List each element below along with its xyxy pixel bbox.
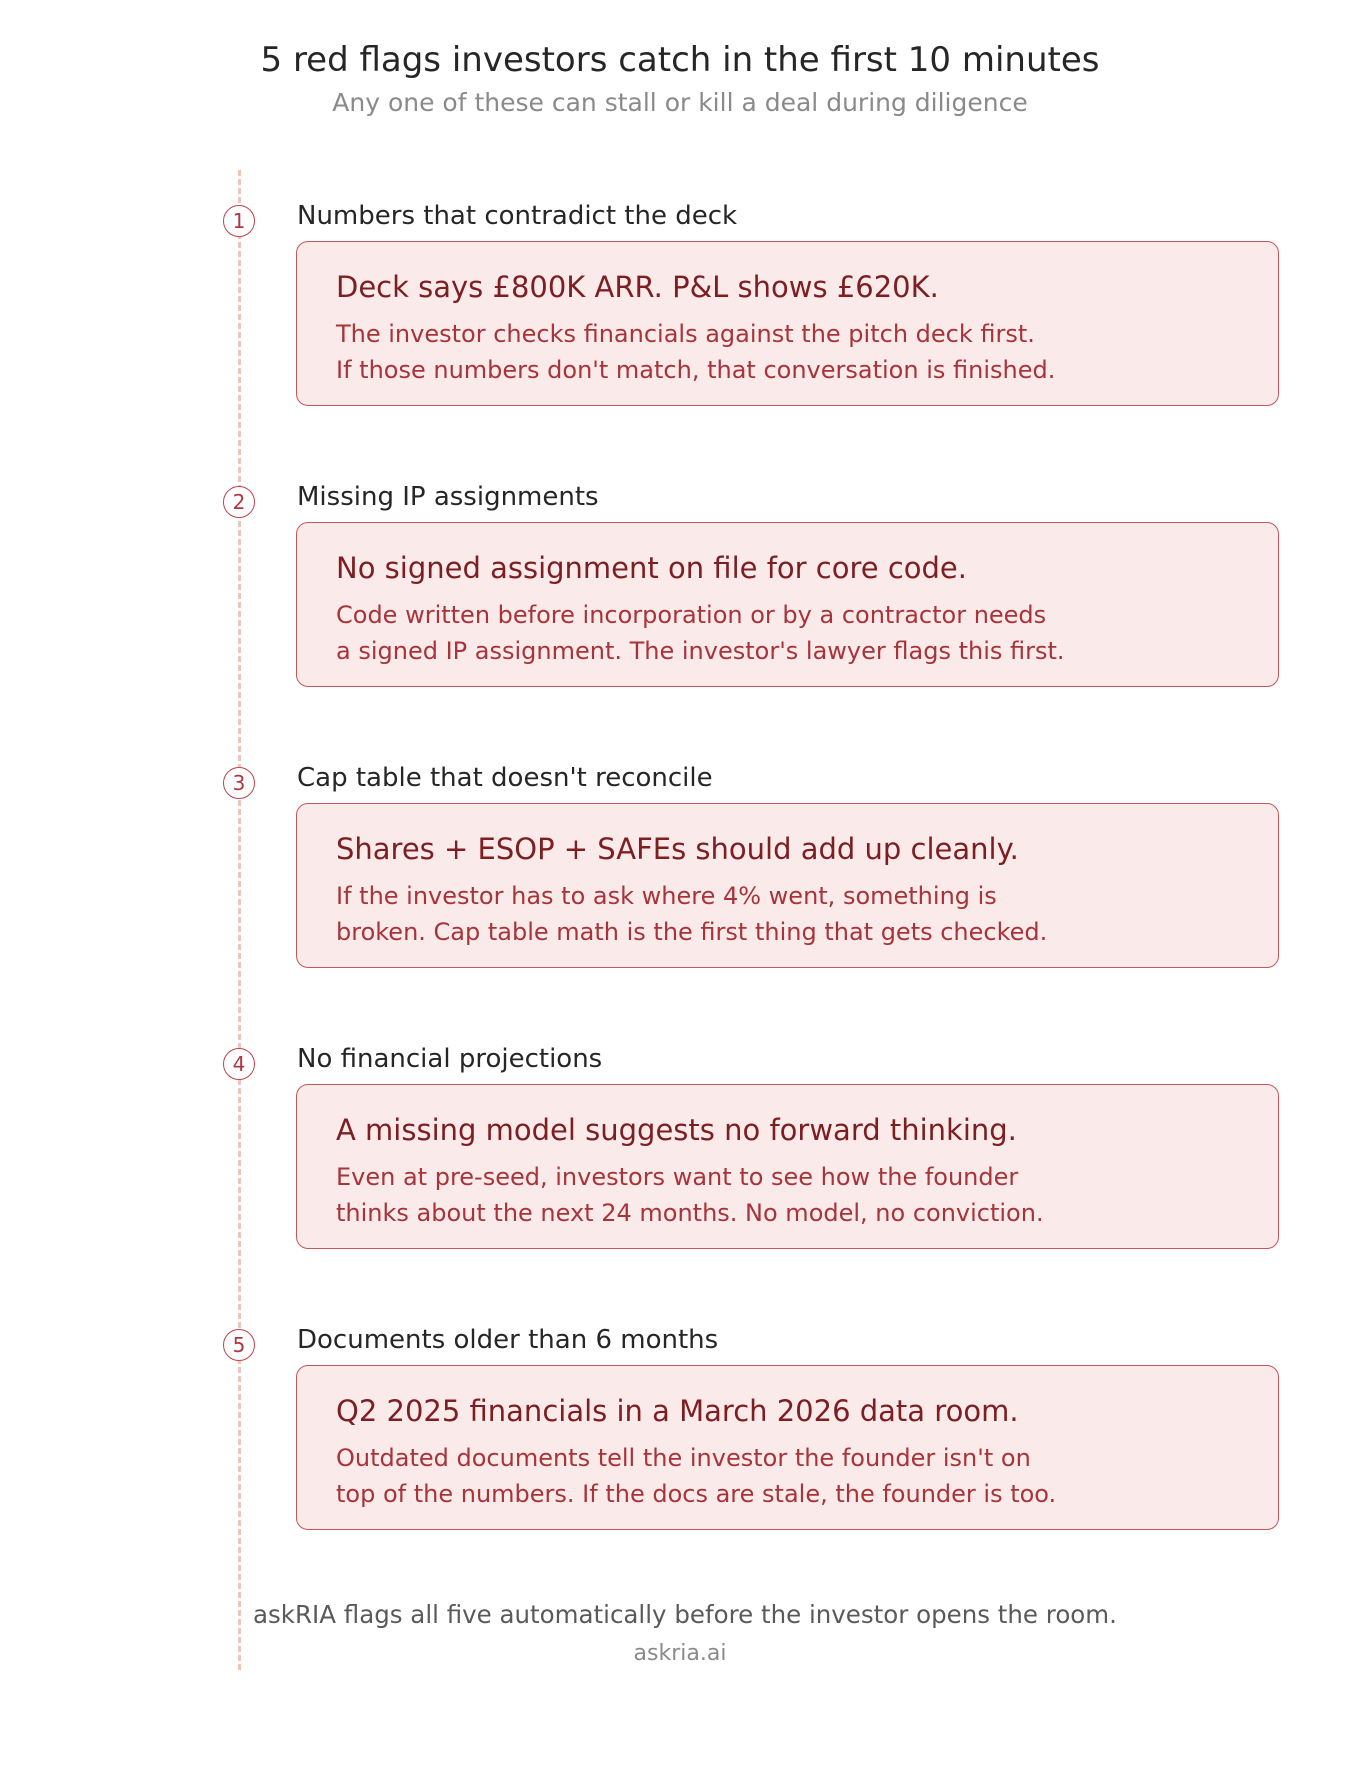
card-text-line: Outdated documents tell the investor the founder isn't on (336, 1444, 1031, 1472)
card-text-line: thinks about the next 24 months. No model, no conviction. (336, 1199, 1044, 1227)
flag-heading: Cap table that doesn't reconcile (297, 763, 713, 793)
footer-url: askria.ai (633, 1641, 727, 1666)
red-flag-item (0, 1044, 1360, 1298)
step-number-badge: 5 (223, 1329, 255, 1361)
step-number-badge: 3 (223, 767, 255, 799)
step-number-badge: 2 (223, 486, 255, 518)
card-text-line: If those numbers don't match, that conversation is finished. (336, 356, 1056, 384)
flag-card (296, 522, 1279, 687)
card-text-line: If the investor has to ask where 4% went, something is (336, 882, 997, 910)
card-text-line: The investor checks financials against the pitch deck first. (336, 320, 1035, 348)
flag-card (296, 1084, 1279, 1249)
footer-tagline: askRIA flags all five automatically before the investor opens the room. (253, 1600, 1117, 1629)
card-text-line: Even at pre-seed, investors want to see how the founder (336, 1163, 1019, 1191)
card-text-line: top of the numbers. If the docs are stale, the founder is too. (336, 1480, 1057, 1508)
card-title: No signed assignment on file for core code. (336, 551, 967, 585)
red-flag-item (0, 763, 1360, 1017)
flag-heading: Documents older than 6 months (297, 1325, 719, 1355)
card-text-line: a signed IP assignment. The investor's lawyer flags this first. (336, 637, 1065, 665)
red-flag-item (0, 482, 1360, 736)
step-number-badge: 4 (223, 1048, 255, 1080)
card-text-line: broken. Cap table math is the first thing that gets checked. (336, 918, 1048, 946)
flag-card (296, 803, 1279, 968)
red-flag-item (0, 1325, 1360, 1579)
card-text-line: Code written before incorporation or by a contractor needs (336, 601, 1047, 629)
page-title: 5 red flags investors catch in the first 10 minutes (260, 40, 1100, 80)
page-subtitle: Any one of these can stall or kill a deal during diligence (332, 88, 1028, 117)
card-title: A missing model suggests no forward thinking. (336, 1113, 1017, 1147)
red-flag-item (0, 201, 1360, 455)
flag-heading: Numbers that contradict the deck (297, 201, 738, 231)
flag-heading: No financial projections (297, 1044, 603, 1074)
card-title: Q2 2025 financials in a March 2026 data room. (336, 1394, 1019, 1428)
card-title: Shares + ESOP + SAFEs should add up cleanly. (336, 832, 1019, 866)
flag-heading: Missing IP assignments (297, 482, 599, 512)
card-title: Deck says £800K ARR. P&L shows £620K. (336, 270, 939, 304)
flag-card (296, 1365, 1279, 1530)
flag-card (296, 241, 1279, 406)
step-number-badge: 1 (223, 205, 255, 237)
